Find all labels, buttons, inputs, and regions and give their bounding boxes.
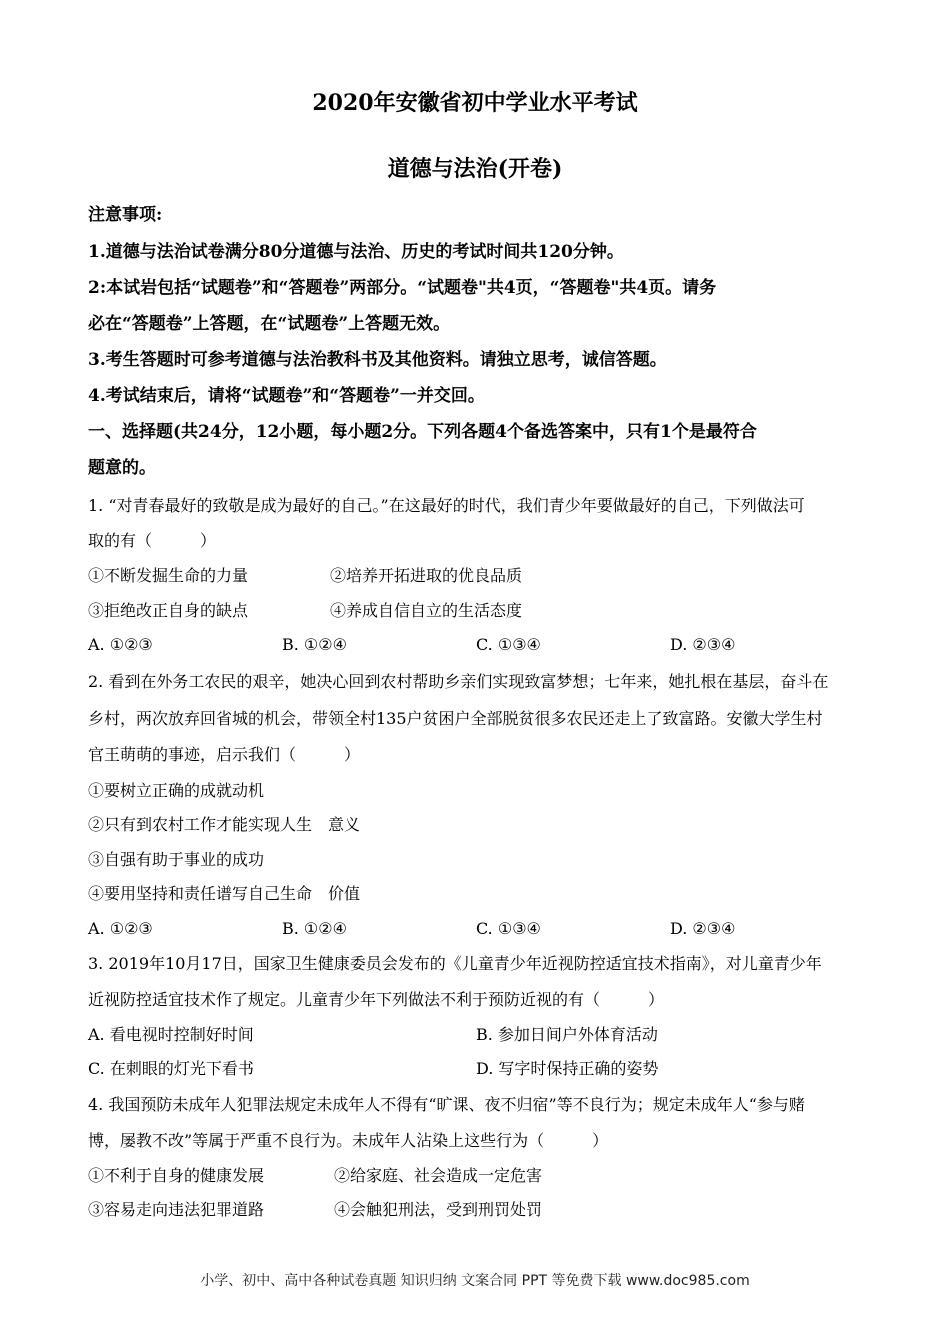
page-title: 2020年安徽省初中学业水平考试 (312, 90, 638, 116)
answer-option-b[interactable]: B. ①②④ (282, 919, 347, 938)
statement: ③容易走向违法犯罪道路 (88, 1200, 265, 1219)
section-heading-cont: 题意的。 (88, 458, 156, 478)
statement: ②培养开拓进取的优良品质 (330, 566, 523, 585)
answer-option-c[interactable]: C. 在刺眼的灯光下看书 (88, 1059, 254, 1078)
question-2-text: 官王萌萌的事迹，启示我们（ ） (88, 745, 361, 764)
note-item: 2:本试岩包括“试题卷”和“答题卷”两部分。“试题卷"共4页，“答题卷"共4页。请务 (88, 278, 717, 298)
answer-option-a[interactable]: A. ①②③ (88, 919, 153, 938)
statement: ①不利于自身的健康发展 (88, 1166, 265, 1185)
statement: ①要树立正确的成就动机 (88, 781, 265, 800)
answer-option-a[interactable]: A. 看电视时控制好时间 (88, 1025, 254, 1044)
question-1-text: 取的有（ ） (88, 531, 217, 550)
question-2-text: 2. 看到在外务工农民的艰辛，她决心回到农村帮助乡亲们实现致富梦想；七年来，她扎根在基层，奋斗在 (88, 672, 829, 691)
statement: ②给家庭、社会造成一定危害 (334, 1166, 543, 1185)
answer-option-a[interactable]: A. ①②③ (88, 635, 153, 654)
answer-option-b[interactable]: B. 参加日间户外体育活动 (476, 1025, 658, 1044)
question-3-text: 3. 2019年10月17日，国家卫生健康委员会发布的《儿童青少年近视防控适宜技术指南》，对儿童青少年 (88, 954, 822, 973)
answer-option-d[interactable]: D. ②③④ (670, 919, 736, 938)
statement: ①不断发掘生命的力量 (88, 566, 249, 585)
note-item: 必在“答题卷”上答题，在“试题卷”上答题无效。 (88, 314, 451, 334)
question-1-text: 1. “对青春最好的致敬是成为最好的自己。”在这最好的时代，我们青少年要做最好的自己，下列做法可 (88, 496, 805, 515)
page-footer: 小学、初中、高中各种试卷真题 知识归纳 文案合同 PPT 等免费下载 www.doc985.com (200, 1273, 750, 1289)
answer-option-c[interactable]: C. ①③④ (476, 919, 541, 938)
note-item: 4.考试结束后，请将“试题卷”和“答题卷”一并交回。 (88, 386, 485, 406)
statement: ④要用坚持和责任谱写自己生命 价值 (88, 884, 361, 903)
section-heading: 一、选择题(共24分，12小题，每小题2分。下列各题4个备选答案中，只有1个是最符合 (88, 422, 757, 442)
statement: ③自强有助于事业的成功 (88, 850, 265, 869)
page-subtitle: 道德与法治(开卷) (387, 156, 563, 182)
question-3-text: 近视防控适宜技术作了规定。儿童青少年下列做法不利于预防近视的有（ ） (88, 990, 665, 1009)
note-item: 1.道德与法治试卷满分80分道德与法治、历史的考试时间共120分钟。 (88, 242, 624, 262)
answer-option-b[interactable]: B. ①②④ (282, 635, 347, 654)
statement: ③拒绝改正自身的缺点 (88, 601, 249, 620)
answer-option-d[interactable]: D. 写字时保持正确的姿势 (476, 1059, 659, 1078)
answer-option-d[interactable]: D. ②③④ (670, 635, 736, 654)
notes-heading: 注意事项: (88, 205, 163, 225)
statement: ④养成自信自立的生活态度 (330, 601, 523, 620)
question-2-text: 乡村，两次放弃回省城的机会，带领全村135户贫困户全部脱贫很多农民还走上了致富路。安徽大学生村 (88, 709, 823, 728)
question-4-text: 博，屡教不改”等属于严重不良行为。未成年人沾染上这些行为（ ） (88, 1131, 609, 1150)
question-4-text: 4. 我国预防未成年人犯罪法规定未成年人不得有“旷课、夜不归宿”等不良行为；规定未成年人“参与赌 (88, 1095, 805, 1114)
statement: ②只有到农村工作才能实现人生 意义 (88, 815, 361, 834)
answer-option-c[interactable]: C. ①③④ (476, 635, 541, 654)
statement: ④会触犯刑法，受到刑罚处罚 (334, 1200, 543, 1219)
note-item: 3.考生答题时可参考道德与法治教科书及其他资料。请独立思考，诚信答题。 (88, 350, 667, 370)
